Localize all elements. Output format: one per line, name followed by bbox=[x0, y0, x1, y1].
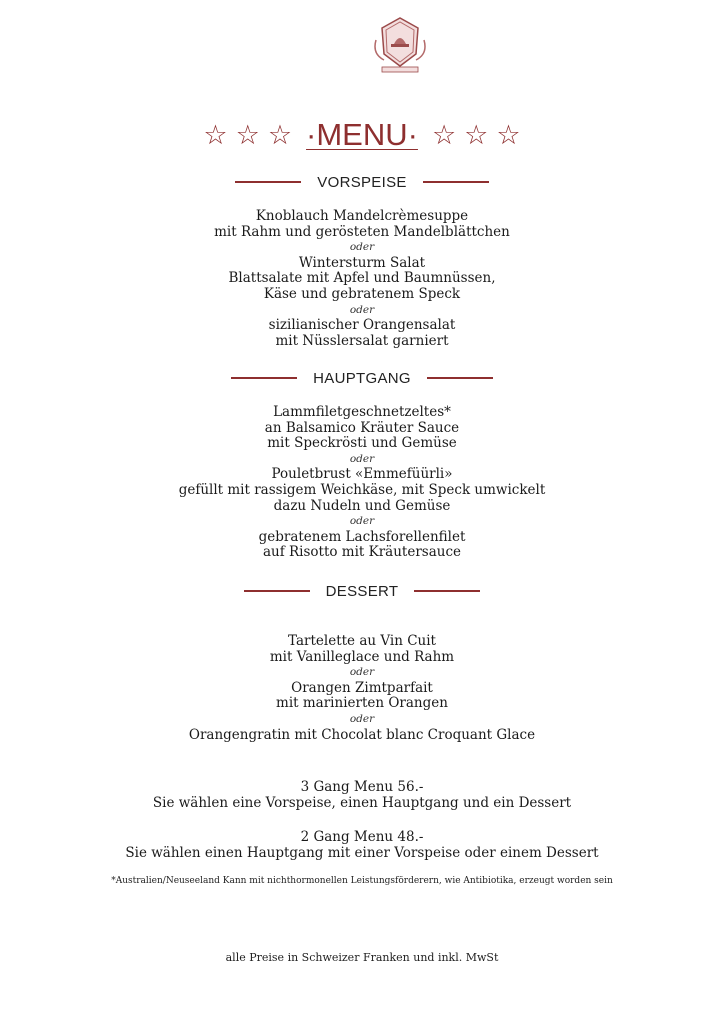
star-icon: ☆ bbox=[496, 119, 521, 151]
separator-oder: oder bbox=[349, 452, 375, 465]
section-title: DESSERT bbox=[325, 582, 399, 600]
divider-line bbox=[423, 181, 489, 183]
dish-line: mit Rahm und gerösteten Mandelblättchen bbox=[214, 223, 510, 240]
star-icon: ☆ bbox=[464, 119, 489, 151]
separator-oder: oder bbox=[349, 712, 375, 725]
dish-line: Pouletbrust «Emmefüürli» bbox=[271, 466, 453, 483]
dish-line: mit Nüsslersalat garniert bbox=[275, 332, 449, 349]
price-3-gang bbox=[0, 779, 724, 811]
menu-title-row bbox=[0, 112, 724, 158]
dish-line: Tartelette au Vin Cuit bbox=[288, 633, 436, 649]
star-icon: ☆ bbox=[431, 119, 457, 151]
dish-line: sizilianischer Orangensalat bbox=[268, 317, 456, 334]
price-2-gang bbox=[0, 829, 724, 861]
page-title: ·MENU· bbox=[306, 117, 418, 152]
section-heading-hauptgang bbox=[0, 368, 724, 388]
separator-oder: oder bbox=[349, 241, 375, 254]
dish-line: Wintersturm Salat bbox=[298, 254, 426, 271]
dish-line: Orangen Zimtparfait bbox=[291, 679, 433, 696]
star-icon: ☆ bbox=[203, 119, 228, 151]
divider-line bbox=[427, 377, 493, 379]
vorspeise-items bbox=[0, 209, 724, 349]
dish-line: an Balsamico Kräuter Sauce bbox=[264, 419, 460, 436]
divider-line bbox=[231, 377, 297, 379]
dish-line: mit Vanilleglace und Rahm bbox=[269, 648, 455, 665]
divider-line bbox=[244, 590, 310, 592]
separator-oder: oder bbox=[349, 515, 375, 528]
dish-line: Käse und gebratenem Speck bbox=[263, 285, 461, 302]
price-title: 2 Gang Menu 48.- bbox=[300, 829, 424, 845]
section-heading-vorspeise bbox=[0, 172, 724, 192]
stars-right bbox=[431, 119, 521, 151]
price-description: Sie wählen einen Hauptgang mit einer Vorspeise oder einem Dessert bbox=[125, 845, 599, 861]
hauptgang-items bbox=[0, 405, 724, 561]
dish-line: mit marinierten Orangen bbox=[276, 695, 448, 712]
stars-left bbox=[203, 119, 293, 151]
price-description: Sie wählen eine Vorspeise, einen Hauptgang und ein Dessert bbox=[152, 795, 572, 811]
dessert-items bbox=[0, 634, 724, 743]
currency-note: alle Preise in Schweizer Franken und inkl. MwSt bbox=[225, 951, 499, 964]
dish-line: Blattsalate mit Apfel und Baumnüssen, bbox=[228, 270, 496, 287]
dish-line: dazu Nudeln und Gemüse bbox=[273, 497, 451, 514]
dish-line: auf Risotto mit Kräutersauce bbox=[262, 544, 462, 561]
price-title: 3 Gang Menu 56.- bbox=[300, 779, 424, 795]
divider-line bbox=[414, 590, 480, 592]
section-heading-dessert bbox=[0, 581, 724, 601]
dish-line: gefüllt mit rassigem Weichkäse, mit Speck umwickelt bbox=[178, 481, 546, 498]
separator-oder: oder bbox=[349, 666, 375, 679]
dish-line: Orangengratin mit Chocolat blanc Croquant Glace bbox=[188, 726, 536, 743]
dish-line: Lammfiletgeschnetzeltes* bbox=[273, 404, 451, 420]
star-icon: ☆ bbox=[235, 119, 260, 151]
star-icon: ☆ bbox=[267, 119, 293, 151]
origin-footnote: *Australien/Neuseeland Kann mit nichthormonellen Leistungsförderern, wie Antibiotika, erzeugt worden sein bbox=[111, 876, 613, 886]
section-title: VORSPEISE bbox=[317, 173, 407, 191]
dish-line: Knoblauch Mandelcrèmesuppe bbox=[255, 208, 469, 224]
section-title: HAUPTGANG bbox=[313, 369, 411, 387]
crest-logo-icon bbox=[372, 14, 428, 74]
divider-line bbox=[235, 181, 301, 183]
dish-line: mit Speckrösti und Gemüse bbox=[267, 435, 457, 452]
separator-oder: oder bbox=[349, 303, 375, 316]
dish-line: gebratenem Lachsforellenfilet bbox=[258, 528, 466, 545]
